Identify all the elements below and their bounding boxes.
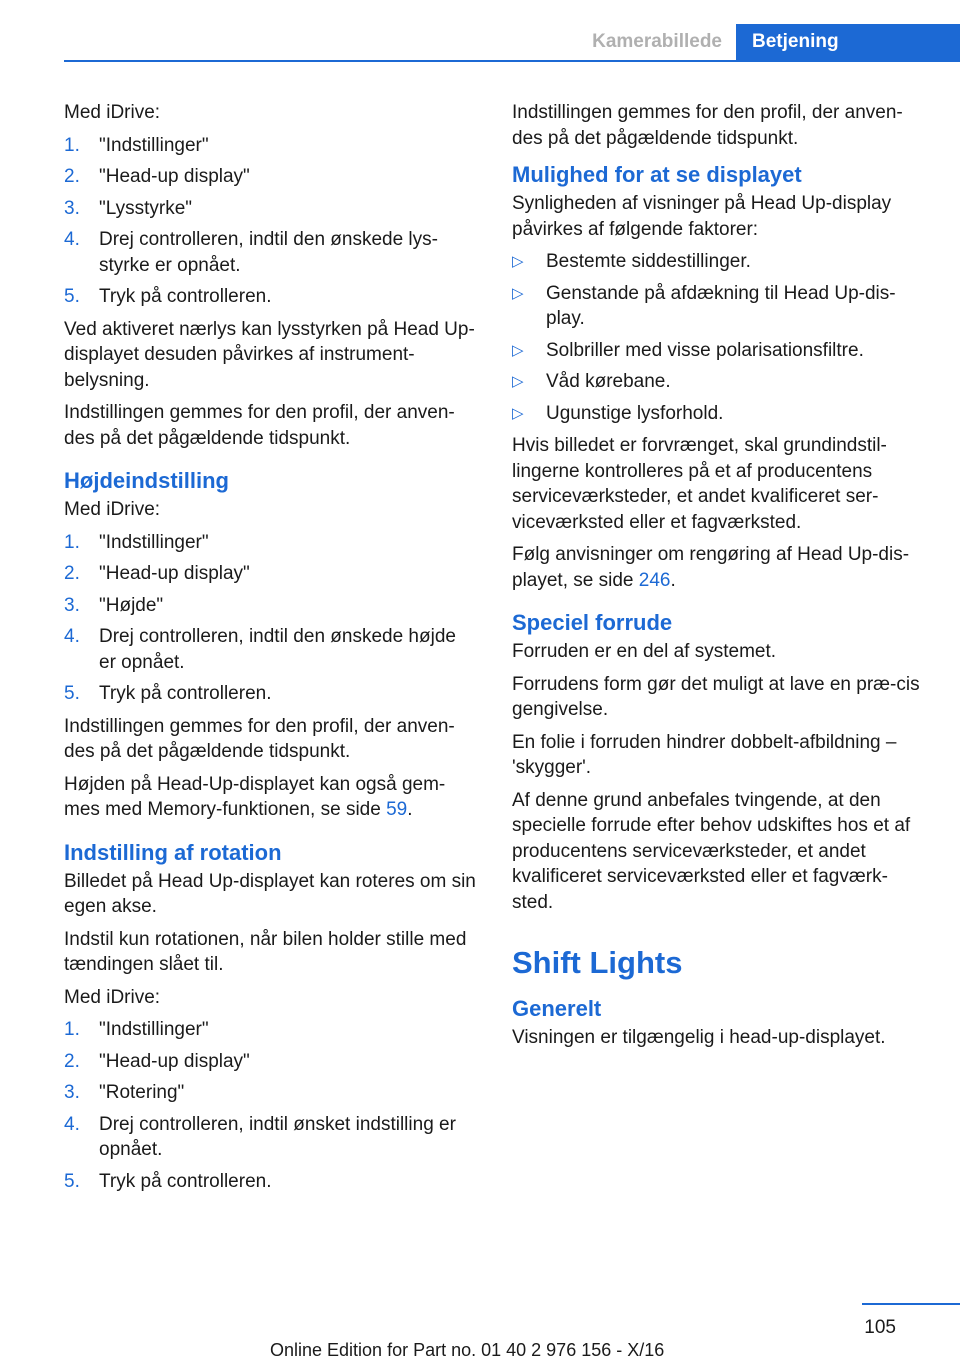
list-item-text: "Indstillinger" bbox=[99, 531, 209, 553]
list-number: 4. bbox=[64, 229, 80, 250]
list-number: 2. bbox=[64, 1050, 80, 1072]
list-number: 1. bbox=[64, 1019, 80, 1040]
paragraph: Visningen er tilgængelig i head-up-displayet. bbox=[512, 1027, 886, 1048]
footer-rule bbox=[862, 1303, 960, 1305]
list-item-text: "Højde" bbox=[99, 594, 164, 616]
heading-generelt: Generelt bbox=[512, 996, 602, 1021]
page-header bbox=[0, 0, 960, 62]
list-item-text: Drej controlleren, indtil den ønskede højde er opnået. bbox=[99, 626, 456, 673]
list-item bbox=[512, 401, 928, 427]
triangle-bullet-icon: ▷ bbox=[512, 404, 524, 422]
list-number: 5. bbox=[64, 1170, 80, 1192]
paragraph: Forrudens form gør det muligt at lave en præ-cis gengivelse. bbox=[512, 673, 920, 720]
list-number: 4. bbox=[64, 1113, 80, 1135]
list-item bbox=[64, 1112, 478, 1163]
header-tab-kamerabillede[interactable]: Kamerabillede bbox=[592, 31, 722, 52]
list-item-text: "Indstillinger" bbox=[99, 1019, 209, 1040]
list-number: 5. bbox=[64, 286, 80, 307]
list-item bbox=[64, 593, 478, 619]
list-number: 1. bbox=[64, 531, 80, 553]
footer-edition: Online Edition for Part no. 01 40 2 976 156 - X/16 bbox=[270, 1340, 665, 1360]
list-item-text: "Head-up display" bbox=[99, 1050, 250, 1072]
header-tab-betjening[interactable]: Betjening bbox=[736, 24, 960, 62]
list-item bbox=[64, 164, 478, 190]
heading-speciel-forrude: Speciel forrude bbox=[512, 610, 673, 635]
triangle-bullet-icon: ▷ bbox=[512, 253, 524, 270]
page-number: 105 bbox=[864, 1317, 896, 1338]
list-item-text: Tryk på controlleren. bbox=[99, 286, 272, 307]
list-item bbox=[64, 561, 478, 587]
list-item-text: Bestemte siddestillinger. bbox=[546, 251, 751, 272]
list-item bbox=[64, 227, 478, 278]
list-number: 3. bbox=[64, 1082, 80, 1103]
left-column bbox=[64, 100, 478, 1201]
list-item-text: Våd kørebane. bbox=[546, 371, 671, 392]
list-item-text: "Rotering" bbox=[99, 1082, 185, 1103]
list-item bbox=[64, 530, 478, 556]
paragraph: Indstil kun rotationen, når bilen holder stille med tændingen slået til. bbox=[64, 928, 467, 975]
list-item-text: Drej controlleren, indtil ønsket indstilling er opnået. bbox=[99, 1113, 456, 1160]
list-item-text: Genstande på afdækning til Head Up-dis-play. bbox=[546, 282, 896, 329]
header-rule bbox=[64, 60, 960, 62]
list-number: 3. bbox=[64, 197, 80, 219]
list-item bbox=[64, 1169, 478, 1195]
list-item bbox=[64, 1017, 478, 1043]
paragraph: Synligheden af visninger på Head Up-display påvirkes af følgende faktorer: bbox=[512, 193, 892, 240]
right-column bbox=[512, 100, 928, 1058]
list-item bbox=[64, 624, 478, 675]
list-number: 1. bbox=[64, 134, 80, 156]
numbered-list-hojde bbox=[64, 530, 478, 707]
list-item-text: "Head-up display" bbox=[99, 166, 250, 187]
list-item-text: Tryk på controlleren. bbox=[99, 683, 272, 704]
list-item-text: Solbriller med visse polarisationsfiltre. bbox=[546, 339, 864, 361]
triangle-bullet-icon: ▷ bbox=[512, 341, 524, 359]
list-item bbox=[64, 284, 478, 310]
paragraph: Indstillingen gemmes for den profil, der anven-des på det pågældende tidspunkt. bbox=[64, 715, 455, 762]
paragraph: Billedet på Head Up-displayet kan roteres om sin egen akse. bbox=[64, 870, 476, 917]
paragraph: Hvis billedet er forvrænget, skal grundindstil-lingerne kontrolleres på et af producentens serviceværksteder, et andet kvalificeret ser-viceværksted eller et fagværksted. bbox=[512, 435, 887, 533]
paragraph: Med iDrive: bbox=[64, 499, 161, 520]
heading-hojdeindstilling: Højdeindstilling bbox=[64, 468, 229, 493]
list-item-text: "Indstillinger" bbox=[99, 134, 209, 156]
page-link-59[interactable]: 59 bbox=[386, 799, 408, 820]
paragraph-memory bbox=[64, 772, 478, 823]
paragraph-text: Højden på Head-Up-displayet kan også gem-mes med Memory-funktionen, se side bbox=[64, 773, 446, 820]
paragraph: Forruden er en del af systemet. bbox=[512, 641, 777, 662]
list-item bbox=[64, 1080, 478, 1106]
list-item bbox=[64, 681, 478, 707]
triangle-bullet-icon: ▷ bbox=[512, 373, 524, 390]
heading-rotation: Indstilling af rotation bbox=[64, 839, 282, 865]
paragraph: Indstillingen gemmes for den profil, der anven-des på det pågældende tidspunkt. bbox=[512, 102, 903, 149]
list-item bbox=[512, 369, 928, 395]
bullet-list-faktorer bbox=[512, 249, 928, 426]
list-number: 3. bbox=[64, 594, 80, 616]
paragraph: Med iDrive: bbox=[64, 102, 161, 123]
list-number: 2. bbox=[64, 563, 80, 584]
page-link-246[interactable]: 246 bbox=[638, 569, 671, 591]
list-number: 2. bbox=[64, 166, 80, 187]
list-item-text: Ugunstige lysforhold. bbox=[546, 402, 724, 424]
paragraph: Af denne grund anbefales tvingende, at den specielle forrude efter behov udskiftes hos et af producentens serviceværksteder, et andet kvalificeret serviceværksted eller et fagværk-sted. bbox=[512, 789, 911, 913]
list-item bbox=[512, 281, 928, 332]
list-item-text: Tryk på controlleren. bbox=[99, 1170, 272, 1192]
paragraph: En folie i forruden hindrer dobbelt-afbildning – 'skygger'. bbox=[512, 731, 897, 778]
list-number: 4. bbox=[64, 626, 80, 647]
list-item bbox=[64, 133, 478, 159]
list-item bbox=[64, 1049, 478, 1075]
paragraph: Indstillingen gemmes for den profil, der anven-des på det pågældende tidspunkt. bbox=[64, 402, 455, 449]
heading-shift-lights: Shift Lights bbox=[512, 945, 683, 980]
paragraph-text: . bbox=[670, 569, 676, 591]
list-item-text: "Head-up display" bbox=[99, 563, 250, 584]
paragraph-rengoring bbox=[512, 542, 928, 593]
numbered-list-rotering bbox=[64, 1017, 478, 1194]
paragraph-text: . bbox=[407, 799, 413, 820]
list-item-text: Drej controlleren, indtil den ønskede lys-styrke er opnået. bbox=[99, 229, 438, 276]
triangle-bullet-icon: ▷ bbox=[512, 284, 524, 302]
list-number: 5. bbox=[64, 683, 80, 704]
list-item bbox=[64, 196, 478, 222]
heading-mulighed: Mulighed for at se displayet bbox=[512, 162, 802, 187]
paragraph-text: Følg anvisninger om rengøring af Head Up-dis-playet, se side bbox=[512, 544, 910, 591]
list-item bbox=[512, 249, 928, 275]
paragraph: Med iDrive: bbox=[64, 986, 161, 1008]
numbered-list-lysstyrke bbox=[64, 133, 478, 310]
list-item bbox=[512, 338, 928, 364]
list-item-text: "Lysstyrke" bbox=[99, 197, 193, 219]
paragraph: Ved aktiveret nærlys kan lysstyrken på Head Up-displayet desuden påvirkes af instrument-belysning. bbox=[64, 318, 475, 391]
